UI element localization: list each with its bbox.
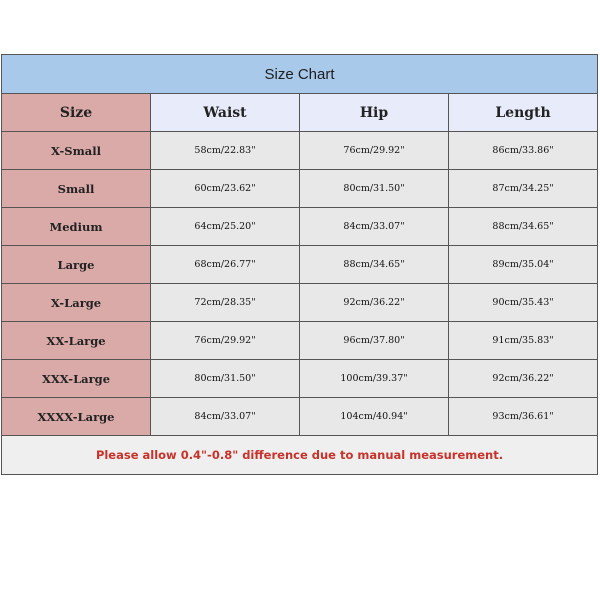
header-waist: Waist (151, 94, 300, 132)
length-cell: 87cm/34.25" (449, 170, 598, 208)
size-cell: Large (2, 246, 151, 284)
table-row (2, 360, 598, 398)
header-length: Length (449, 94, 598, 132)
note-row (2, 436, 598, 475)
title-row (2, 55, 598, 94)
size-cell: X-Large (2, 284, 151, 322)
waist-cell: 60cm/23.62" (151, 170, 300, 208)
hip-cell: 80cm/31.50" (300, 170, 449, 208)
hip-cell: 96cm/37.80" (300, 322, 449, 360)
length-cell: 93cm/36.61" (449, 398, 598, 436)
waist-cell: 58cm/22.83" (151, 132, 300, 170)
size-chart-table (1, 54, 598, 475)
hip-cell: 92cm/36.22" (300, 284, 449, 322)
measurement-note: Please allow 0.4"-0.8" difference due to manual measurement. (2, 436, 598, 475)
length-cell: 91cm/35.83" (449, 322, 598, 360)
chart-title: Size Chart (2, 55, 598, 94)
header-hip: Hip (300, 94, 449, 132)
size-cell: X-Small (2, 132, 151, 170)
hip-cell: 88cm/34.65" (300, 246, 449, 284)
size-cell: XXXX-Large (2, 398, 151, 436)
table-row (2, 284, 598, 322)
size-cell: XX-Large (2, 322, 151, 360)
waist-cell: 64cm/25.20" (151, 208, 300, 246)
table-row (2, 322, 598, 360)
size-cell: XXX-Large (2, 360, 151, 398)
table-row (2, 208, 598, 246)
table-row (2, 170, 598, 208)
waist-cell: 80cm/31.50" (151, 360, 300, 398)
header-size: Size (2, 94, 151, 132)
length-cell: 86cm/33.86" (449, 132, 598, 170)
size-cell: Medium (2, 208, 151, 246)
waist-cell: 68cm/26.77" (151, 246, 300, 284)
hip-cell: 76cm/29.92" (300, 132, 449, 170)
hip-cell: 104cm/40.94" (300, 398, 449, 436)
size-cell: Small (2, 170, 151, 208)
length-cell: 90cm/35.43" (449, 284, 598, 322)
length-cell: 92cm/36.22" (449, 360, 598, 398)
length-cell: 88cm/34.65" (449, 208, 598, 246)
hip-cell: 84cm/33.07" (300, 208, 449, 246)
waist-cell: 84cm/33.07" (151, 398, 300, 436)
table-row (2, 398, 598, 436)
waist-cell: 72cm/28.35" (151, 284, 300, 322)
length-cell: 89cm/35.04" (449, 246, 598, 284)
hip-cell: 100cm/39.37" (300, 360, 449, 398)
table-row (2, 246, 598, 284)
table-row (2, 132, 598, 170)
waist-cell: 76cm/29.92" (151, 322, 300, 360)
header-row (2, 94, 598, 132)
